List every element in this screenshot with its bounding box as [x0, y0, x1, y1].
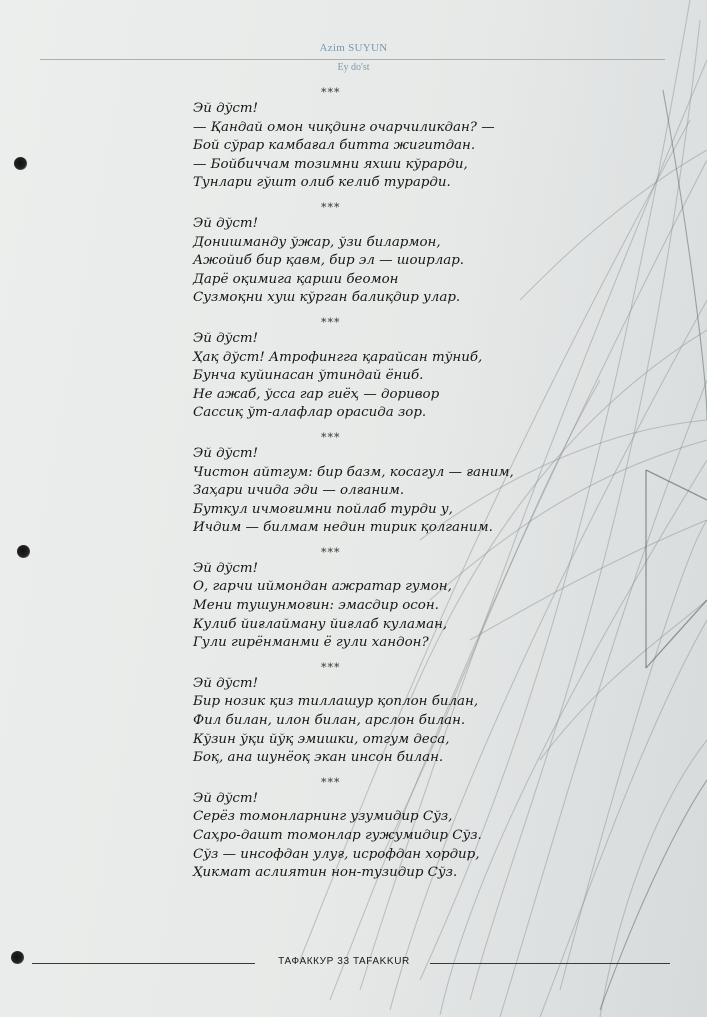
poem-line: Тунлари гўшт олиб келиб турарди. — [193, 175, 451, 191]
stanza-4 — [193, 431, 593, 538]
stanza-separator: *** — [321, 660, 341, 674]
stanza-separator: *** — [321, 430, 341, 444]
poem-line: Фил билан, илон билан, арслон билан. — [193, 713, 466, 729]
stanza-6 — [193, 661, 593, 768]
stanza-7 — [193, 776, 593, 883]
poem-line: Эй дўст! — [193, 330, 258, 346]
poem-line: Бой сўрар камбағал битта жигитдан. — [193, 138, 476, 154]
poem-line: Донишманду ўжар, ўзи билармон, — [193, 234, 441, 250]
stanza-separator: *** — [321, 775, 341, 789]
poem-line: Ажойиб бир қавм, бир эл — шоирлар. — [193, 253, 465, 269]
poem-line: Ҳикмат аслиятин нон-тузидир Сўз. — [193, 865, 458, 881]
poem-line: Бир нозик қиз тиллашур қоплон билан, — [193, 694, 479, 710]
stanza-1 — [193, 86, 593, 193]
poem-line: Сассиқ ўт-алафлар орасида зор. — [193, 405, 427, 421]
poem-line: Кулиб йиғлайману йиғлаб куламан, — [193, 616, 448, 632]
poem-line: Сўз — инсофдан улуғ, исрофдан хордир, — [193, 846, 480, 862]
footer-rule-left — [32, 963, 255, 964]
poem-line: О, гарчи иймондан ажратар гумон, — [193, 579, 452, 595]
footer-rule-right — [430, 963, 670, 964]
poem-line: Боқ, ана шунёоқ экан инсон билан. — [193, 750, 444, 766]
stanza-5 — [193, 546, 593, 653]
poem-line: Ичдим — билмам недин тирик қолганим. — [193, 520, 493, 536]
poem-line: Серёз томонларнинг узумидир Сўз, — [193, 809, 453, 825]
poem-line: Сузмоқни хуш кўрган балиқдир улар. — [193, 290, 461, 306]
poem-line: Эй дўст! — [193, 101, 258, 116]
poem-line: Кўзин ўқи йўқ эмишки, отгум деса, — [193, 731, 450, 747]
header-rule — [40, 59, 665, 60]
poem-line: Эй дўст! — [193, 445, 258, 461]
stanza-3 — [193, 316, 593, 423]
poem-line: Буткул ичмоғимни пойлаб турди у, — [193, 501, 453, 517]
stanza-separator: *** — [321, 86, 341, 99]
poem-line: Дарё оқимига қарши беомон — [193, 271, 399, 287]
poem-line: Мени тушунмоғин: эмасдир осон. — [193, 598, 439, 614]
poem-line: Не ажаб, ўсса гар гиёҳ — доривор — [193, 386, 440, 402]
stanza-separator: *** — [321, 545, 341, 559]
stanza-separator: *** — [321, 200, 341, 214]
poem-line: Ҳақ дўст! Атрофингга қарайсан тўниб, — [193, 349, 483, 365]
footer-page-label: ТАФАККУР 33 TAFAKKUR — [278, 956, 410, 967]
poem-line: Гули гирёнманми ё гули хандон? — [193, 635, 429, 651]
stanza-separator: *** — [321, 315, 341, 329]
poem-line: Саҳро-дашт томонлар гужумидир Сўз. — [193, 828, 482, 843]
punch-hole-bottom — [11, 951, 24, 964]
punch-hole-top — [14, 157, 27, 170]
header-author: Azim SUYUN — [319, 42, 388, 54]
punch-hole-middle — [17, 545, 30, 558]
poem-line: Бунча куйинасан ўтиндай ёниб. — [193, 368, 424, 384]
poem-line: — Бойбиччам тозимни яхши кўрарди, — [193, 156, 468, 172]
stanza-2 — [193, 201, 593, 308]
poem-line: Чистон айтгум: бир базм, косагул — ғаним, — [193, 464, 514, 480]
poem-line: Заҳари ичида эди — олғаним. — [193, 483, 405, 499]
poem-line: — Қандай омон чиқдинг очарчиликдан? — — [193, 119, 495, 135]
poem-line: Эй дўст! — [193, 215, 258, 231]
header-subtitle: Ey do'st — [337, 62, 370, 73]
poem-line: Эй дўст! — [193, 790, 258, 806]
poem-line: Эй дўст! — [193, 675, 258, 691]
poem-line: Эй дўст! — [193, 560, 258, 576]
poem-body — [193, 86, 593, 883]
